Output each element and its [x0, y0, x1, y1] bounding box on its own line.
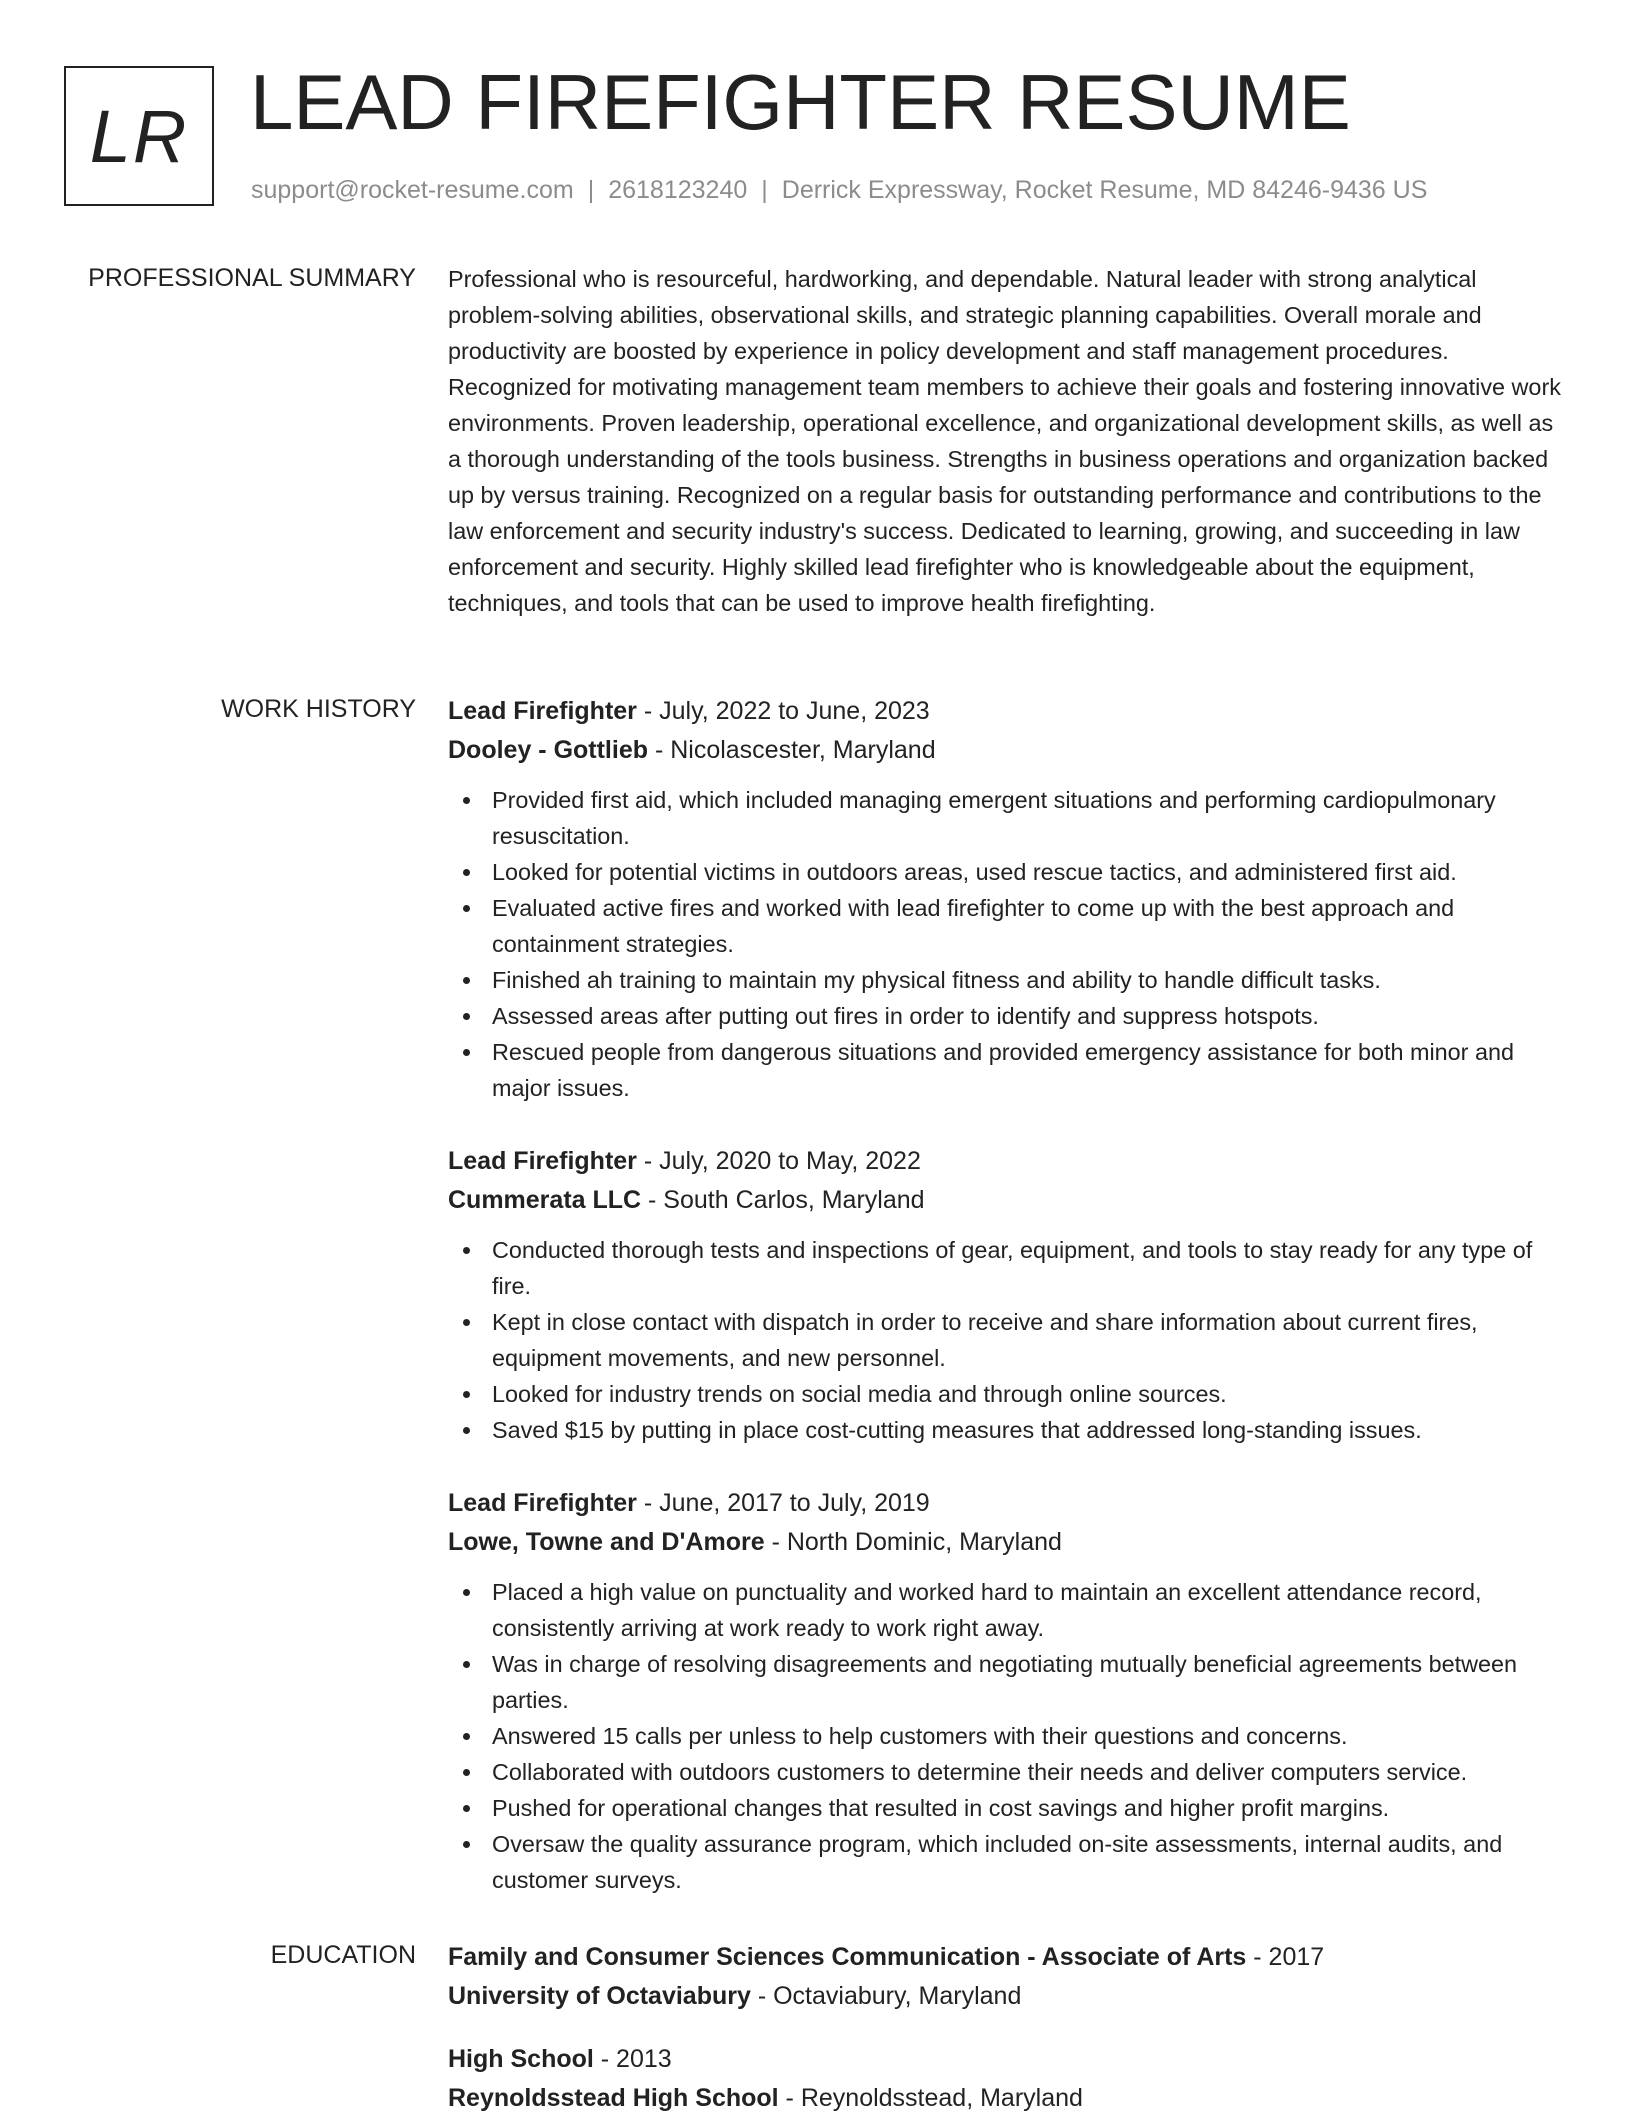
contact-email[interactable]: support@rocket-resume.com [251, 176, 574, 204]
job-bullet-text: Provided first aid, which included managing emergent situations and performing cardiopulmonary resuscitation. [492, 787, 1496, 849]
document-title: LEAD FIREFIGHTER RESUME [250, 58, 1351, 146]
bullet-dot-icon [463, 1391, 470, 1398]
job-bullet-text: Oversaw the quality assurance program, which included on-site assessments, internal audits, and customer surveys. [492, 1831, 1503, 1893]
education-entry [448, 1938, 1570, 2016]
section-label-work-history: WORK HISTORY [221, 695, 416, 723]
education-school: Reynoldsstead High School [448, 2084, 779, 2112]
bullet-dot-icon [463, 1769, 470, 1776]
job-employer-line [448, 731, 1570, 770]
education-body [448, 1938, 1570, 2112]
contact-separator: | [761, 176, 768, 204]
job-location: - North Dominic, Maryland [764, 1528, 1062, 1556]
job-title-line [448, 1484, 1570, 1523]
bullet-dot-icon [463, 1841, 470, 1848]
job-employer-line [448, 1181, 1570, 1220]
job-location: - Nicolascester, Maryland [648, 736, 936, 764]
bullet-dot-icon [463, 1589, 470, 1596]
job-bullet [448, 1754, 1570, 1790]
job-bullet [448, 854, 1570, 890]
monogram-badge [64, 66, 214, 206]
contact-separator: | [587, 176, 595, 204]
job-bullet [448, 998, 1570, 1034]
job-dates: - July, 2020 to May, 2022 [636, 1147, 921, 1175]
bullet-dot-icon [463, 1049, 470, 1056]
job-bullet-text: Placed a high value on punctuality and worked hard to maintain an excellent attendance record, consistently arriving at work ready to work right away. [492, 1579, 1482, 1641]
job-bullet-text: Assessed areas after putting out fires in order to identify and suppress hotspots. [492, 1003, 1319, 1029]
education-degree: High School [448, 2045, 594, 2073]
job-bullet-text: Rescued people from dangerous situations and provided emergency assistance for both minor and major issues. [492, 1039, 1514, 1101]
job-entry [448, 1142, 1570, 1448]
job-bullet-text: Looked for industry trends on social media and through online sources. [492, 1381, 1227, 1407]
bullet-dot-icon [463, 1805, 470, 1812]
section-label-education: EDUCATION [270, 1941, 416, 1969]
education-year: - 2017 [1246, 1943, 1325, 1971]
job-bullet-text: Collaborated with outdoors customers to determine their needs and deliver computers service. [492, 1759, 1468, 1785]
bullet-dot-icon [463, 1661, 470, 1668]
section-label-summary: PROFESSIONAL SUMMARY [88, 264, 416, 292]
job-bullet [448, 1034, 1570, 1106]
job-bullet [448, 890, 1570, 962]
bullet-dot-icon [463, 797, 470, 804]
job-bullet [448, 1646, 1570, 1718]
job-bullet-list [448, 1232, 1570, 1448]
bullet-dot-icon [463, 1427, 470, 1434]
monogram-initials: LR [89, 94, 189, 178]
job-bullet [448, 1412, 1570, 1448]
job-bullet [448, 1826, 1570, 1898]
job-bullet-text: Answered 15 calls per unless to help customers with their questions and concerns. [492, 1723, 1348, 1749]
job-employer-line [448, 1523, 1570, 1562]
education-degree-line [448, 1938, 1570, 1977]
job-bullet-text: Looked for potential victims in outdoors areas, used rescue tactics, and administered first aid. [492, 859, 1457, 885]
contact-line [251, 172, 1427, 208]
job-employer: Lowe, Towne and D'Amore [448, 1528, 765, 1556]
education-school-line [448, 2079, 1570, 2112]
job-bullet [448, 1790, 1570, 1826]
education-degree-line [448, 2040, 1570, 2079]
job-title-line [448, 692, 1570, 731]
bullet-dot-icon [463, 869, 470, 876]
job-entry [448, 1484, 1570, 1898]
bullet-dot-icon [463, 1733, 470, 1740]
job-location: - South Carlos, Maryland [641, 1186, 925, 1214]
job-entry [448, 692, 1570, 1106]
job-bullet-text: Pushed for operational changes that resulted in cost savings and higher profit margins. [492, 1795, 1390, 1821]
job-employer: Cummerata LLC [448, 1186, 642, 1214]
contact-phone[interactable]: 2618123240 [608, 176, 748, 204]
job-bullet [448, 1718, 1570, 1754]
job-title-line [448, 1142, 1570, 1181]
education-year: - 2013 [593, 2045, 672, 2073]
education-location: - Octaviabury, Maryland [750, 1982, 1022, 2010]
job-bullet-text: Evaluated active fires and worked with lead firefighter to come up with the best approach and containment strategies. [492, 895, 1455, 957]
job-title: Lead Firefighter [448, 1147, 637, 1175]
job-bullet [448, 962, 1570, 998]
job-bullet [448, 1376, 1570, 1412]
job-title: Lead Firefighter [448, 1489, 637, 1517]
job-bullet-text: Kept in close contact with dispatch in order to receive and share information about current fires, equipment movements, and new personnel. [492, 1309, 1478, 1371]
job-bullet [448, 1574, 1570, 1646]
summary-text: Professional who is resourceful, hardworking, and dependable. Natural leader with strong analytical problem-solving abilities, observational skills, and strategic planning capabilities. Overall morale and productivity are boosted by experience in policy development and staff management procedures. Recognized for motivating management team members to achieve their goals and fostering innovative work environments. Proven leadership, operational excellence, and organizational development skills, as well as a thorough understanding of the tools business. Strengths in business operations and organization backed up by versus training. Recognized on a regular basis for outstanding performance and contributions to the law enforcement and security industry's success. Dedicated to learning, growing, and succeeding in law enforcement and security. Highly skilled lead firefighter who is knowledgeable about the equipment, techniques, and tools that can be used to improve health firefighting. [448, 266, 1561, 616]
contact-address: Derrick Expressway, Rocket Resume, MD 84246-9436 US [781, 176, 1428, 204]
job-employer: Dooley - Gottlieb [448, 736, 648, 764]
bullet-dot-icon [463, 977, 470, 984]
summary-body [448, 261, 1570, 621]
education-school-line [448, 1977, 1570, 2016]
job-bullet-text: Finished ah training to maintain my physical fitness and ability to handle difficult tasks. [492, 967, 1381, 993]
job-bullet-text: Saved $15 by putting in place cost-cutting measures that addressed long-standing issues. [492, 1417, 1422, 1443]
job-bullet [448, 782, 1570, 854]
education-location: - Reynoldsstead, Maryland [778, 2084, 1083, 2112]
job-dates: - June, 2017 to July, 2019 [636, 1489, 930, 1517]
education-school: University of Octaviabury [448, 1982, 751, 2010]
job-bullet [448, 1304, 1570, 1376]
bullet-dot-icon [463, 1247, 470, 1254]
job-bullet-text: Conducted thorough tests and inspections of gear, equipment, and tools to stay ready for any type of fire. [492, 1237, 1533, 1299]
job-bullet-list [448, 1574, 1570, 1898]
bullet-dot-icon [463, 1319, 470, 1326]
job-bullet [448, 1232, 1570, 1304]
work-history-body [448, 692, 1570, 1934]
job-title: Lead Firefighter [448, 697, 637, 725]
job-dates: - July, 2022 to June, 2023 [636, 697, 930, 725]
bullet-dot-icon [463, 1013, 470, 1020]
job-bullet-text: Was in charge of resolving disagreements and negotiating mutually beneficial agreements between parties. [492, 1651, 1518, 1713]
education-entry [448, 2040, 1570, 2112]
education-degree: Family and Consumer Sciences Communication - Associate of Arts [448, 1943, 1247, 1971]
bullet-dot-icon [463, 905, 470, 912]
job-bullet-list [448, 782, 1570, 1106]
